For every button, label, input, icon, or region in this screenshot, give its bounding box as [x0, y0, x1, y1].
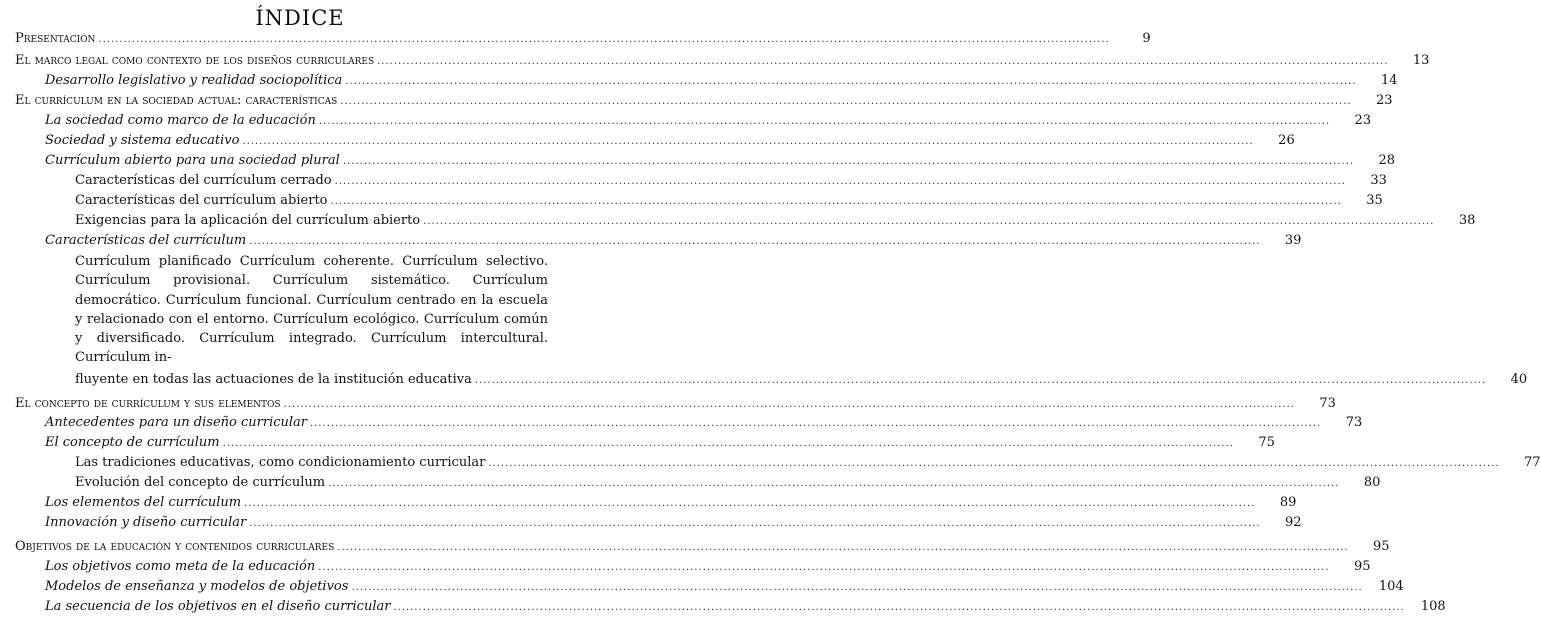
leader-dots — [98, 34, 1109, 45]
leader-dots — [488, 458, 1499, 469]
toc-entry[interactable] — [75, 213, 1476, 233]
toc-entry-page: 33 — [1370, 173, 1387, 188]
toc-entry[interactable] — [75, 173, 1387, 193]
toc-entry[interactable] — [45, 579, 1404, 599]
toc-entry-page: 9 — [1142, 31, 1151, 46]
toc-entry-title: Los objetivos como meta de la educación — [45, 559, 316, 574]
leader-dots — [377, 56, 1388, 67]
toc-entry-page: 35 — [1366, 193, 1383, 208]
toc-entry-title: Características del currículum — [45, 233, 247, 248]
toc-entry-page: 108 — [1420, 599, 1446, 614]
leader-dots — [475, 375, 1486, 386]
toc-entry-title: Modelos de enseñanza y modelos de objetivos — [45, 579, 349, 594]
leader-dots — [331, 196, 1342, 207]
leader-dots — [318, 562, 1329, 573]
toc-entry-title: El marco legal como contexto de los diseños curriculares — [15, 53, 375, 68]
toc-entry[interactable] — [45, 153, 1396, 173]
toc-entry[interactable] — [45, 415, 1363, 435]
toc-entry-page: 23 — [1354, 113, 1372, 128]
toc-entry-title: Los elementos del currículum — [45, 495, 242, 510]
leader-dots — [393, 602, 1404, 613]
toc-entry-title: La sociedad como marco de la educación — [45, 113, 316, 128]
toc-entry[interactable] — [15, 539, 1390, 559]
toc-entry-title: El concepto de currículum — [45, 435, 220, 450]
toc-entry-title: El concepto de currículum y sus elementos — [15, 396, 281, 411]
toc-entry-page: 92 — [1284, 515, 1302, 530]
toc-entry-title: Presentación — [15, 31, 96, 46]
toc-entry-page: 75 — [1258, 435, 1275, 450]
toc-entry-page: 104 — [1378, 579, 1404, 594]
leader-dots — [244, 498, 1255, 509]
leader-dots — [249, 518, 1260, 529]
toc-entry[interactable] — [45, 113, 1372, 133]
page-title: ÍNDICE — [255, 6, 345, 30]
toc-entry-title: fluyente en todas las actuaciones de la institución educativa — [75, 372, 472, 387]
toc-entry[interactable] — [45, 599, 1446, 619]
toc-entry-page: 95 — [1372, 539, 1390, 554]
leader-dots — [337, 542, 1348, 553]
toc-entry-page: 95 — [1353, 559, 1371, 574]
toc-entry-title: Antecedentes para un diseño curricular — [45, 415, 307, 430]
leader-dots — [351, 582, 1362, 593]
toc-entry-page: 28 — [1378, 153, 1396, 168]
leader-dots — [423, 216, 1434, 227]
toc-entry[interactable] — [15, 53, 1430, 73]
leader-dots — [345, 76, 1356, 87]
leader-dots — [319, 116, 1330, 127]
leader-dots — [328, 478, 1339, 489]
toc-entry-title: Características del currículum abierto — [75, 193, 328, 208]
toc-entry[interactable] — [75, 455, 1541, 475]
toc-entry[interactable] — [15, 31, 1151, 51]
toc-entry-title: La secuencia de los objetivos en el diseño curricular — [45, 599, 391, 614]
toc-entry-page: 39 — [1284, 233, 1302, 248]
toc-entry[interactable] — [15, 396, 1336, 416]
toc-entry-page: 38 — [1458, 213, 1476, 228]
toc-entry[interactable] — [45, 435, 1275, 455]
toc-entry-page: 73 — [1345, 415, 1363, 430]
toc-entry[interactable] — [45, 233, 1302, 253]
leader-dots — [340, 96, 1351, 107]
toc-entry-page: 13 — [1412, 53, 1430, 68]
leader-dots — [335, 176, 1346, 187]
toc-entry-title: Currículum abierto para una sociedad plural — [45, 153, 340, 168]
toc-entry-title: Objetivos de la educación y contenidos curriculares — [15, 539, 335, 554]
toc-entry[interactable] — [75, 372, 1528, 392]
leader-dots — [249, 236, 1260, 247]
toc-entry-page: 89 — [1279, 495, 1297, 510]
toc-entry-title: El currículum en la sociedad actual: características — [15, 93, 338, 108]
toc-entry[interactable] — [45, 559, 1371, 579]
toc-entry-title: Sociedad y sistema educativo — [45, 133, 240, 148]
leader-dots — [310, 418, 1321, 429]
toc-entry-title: Características del currículum cerrado — [75, 173, 332, 188]
toc-entry[interactable] — [75, 193, 1383, 213]
toc-entry-page: 73 — [1319, 396, 1336, 411]
leader-dots — [343, 156, 1354, 167]
toc-entry-title: Evolución del concepto de currículum — [75, 475, 326, 490]
toc-entry[interactable] — [45, 495, 1297, 515]
toc-entry[interactable] — [45, 515, 1302, 535]
toc-entry-page: 80 — [1363, 475, 1381, 490]
leader-dots — [223, 438, 1234, 449]
toc-entry-page: 26 — [1278, 133, 1295, 148]
toc-entry[interactable] — [15, 93, 1393, 113]
toc-entry-title: Innovación y diseño curricular — [45, 515, 247, 530]
toc-entry[interactable] — [45, 73, 1398, 93]
toc-entry[interactable] — [75, 475, 1381, 495]
toc-entry-title: Desarrollo legislativo y realidad sociopolítica — [45, 73, 343, 88]
leader-dots — [242, 136, 1253, 147]
toc-entry-description: Currículum planificado Currículum coherente. Currículum selectivo. Currículum provisional. Currículum sistemático. Currículum democrático. Currículum funcional. Currículum centrado en la escuela y relacionado con el entorno. Currículum ecológico. Currículum común y diversificado. Currículum integrado. Currículum intercultural. Currículum in- — [75, 254, 548, 366]
toc-entry-page: 14 — [1380, 73, 1398, 88]
toc-entry-title: Exigencias para la aplicación del currículum abierto — [75, 213, 421, 228]
toc-entry[interactable] — [45, 133, 1295, 153]
toc-entry-title: Las tradiciones educativas, como condicionamiento curricular — [75, 455, 486, 470]
leader-dots — [284, 399, 1295, 410]
toc-entry-page: 40 — [1510, 372, 1528, 387]
toc-entry-page: 23 — [1376, 93, 1393, 108]
toc-entry-page: 77 — [1524, 455, 1541, 470]
